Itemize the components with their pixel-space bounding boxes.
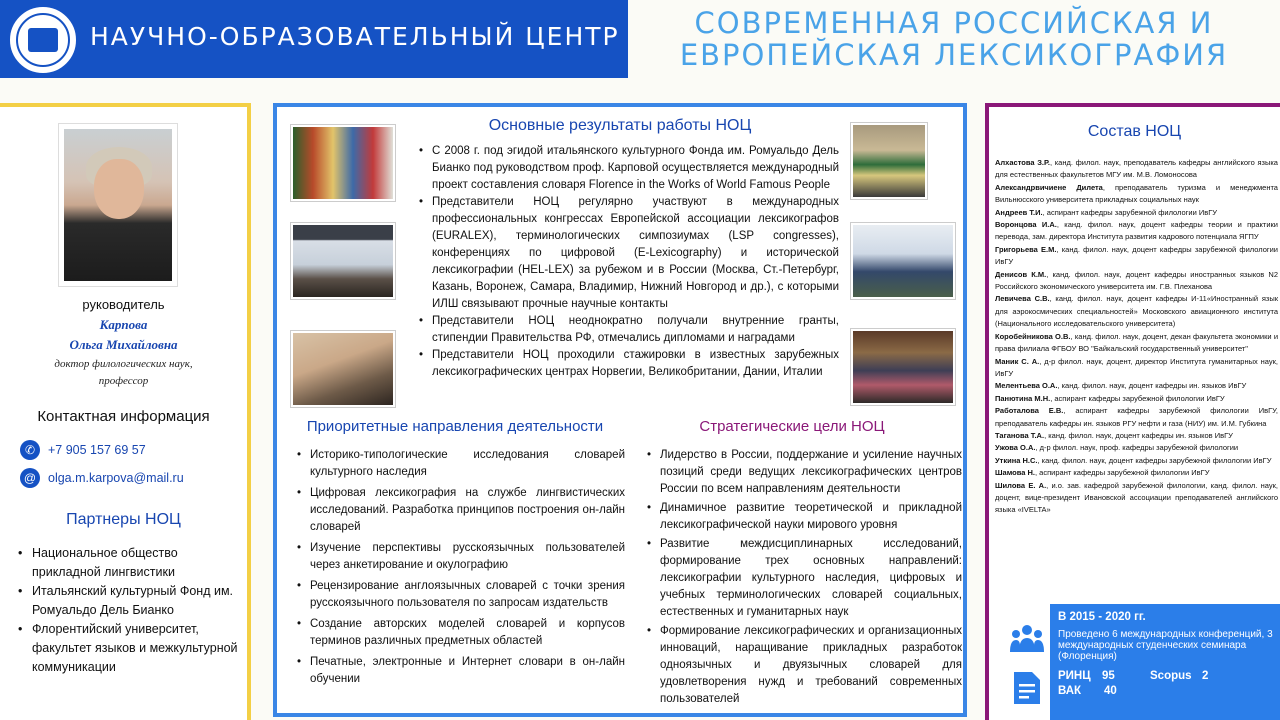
list-item: • Рецензирование англоязычных словарей с точки зрения русскоязычного пользователя по запросам издательств — [297, 578, 625, 612]
team-member: Левичева С.В., канд. филол. наук, доцент кафедры И-11«Иностранный язык для аэрокосмических специальностей» Московского авиационного института (Национального исследовательского университета) — [995, 294, 1278, 329]
leader-given-name: Ольга Михайловна — [69, 337, 178, 352]
team-member: Коробейникова О.В., канд. филол. наук, доцент, декан факультета экономики и права филиала ФГБОУ ВО "Байкальский государственный университет" — [995, 331, 1279, 354]
list-item: • Печатные, электронные и Интернет словари в он-лайн обучении — [297, 654, 625, 688]
at-sign-icon: @ — [20, 468, 40, 488]
list-item: • Лидерство в России, поддержание и усиление научных позиций среди ведущих лексикографических центров России по всем направлениям деятельности — [647, 447, 962, 498]
rinc-value: 95 — [1102, 670, 1115, 682]
phone-number[interactable]: +7 905 157 69 57 — [48, 443, 146, 457]
leader-degree: доктор филологических наук, — [54, 358, 193, 370]
email-row[interactable] — [20, 468, 184, 488]
team-member: Уткина Н.С., канд. филол. наук, доцент кафедры зарубежной филологии ИвГУ — [995, 455, 1272, 465]
vak-label: ВАК — [1058, 685, 1082, 697]
leader-surname: Карпова — [99, 317, 148, 332]
list-item: • Создание авторских моделей словарей и корпусов терминов различных предметных областей — [297, 616, 625, 650]
list-item: • Изучение перспективы русскоязычных пользователей через анкетирование и окулографию — [297, 540, 625, 574]
team-heading: Состав НОЦ — [1087, 123, 1182, 140]
list-item: • Представители НОЦ проходили стажировки в известных зарубежных лексикографических центрах Норвегии, Великобритании, Дании, Италии — [419, 347, 839, 381]
phone-row[interactable] — [20, 440, 146, 460]
list-item: • С 2008 г. под эгидой итальянского культурного Фонда им. Ромуальдо Дель Бианко под руководством проф. Карповой осуществляется международный проект составления словаря Florence in the Works of World Famous People — [419, 143, 839, 194]
team-member: Шамова Н., аспирант кафедры зарубежной филологии ИвГУ — [995, 468, 1210, 478]
goals-list — [647, 447, 962, 710]
subtitle-line-1: СОВРЕМЕННАЯ РОССИЙСКАЯ И — [694, 6, 1214, 40]
main-content-panel — [273, 103, 967, 717]
header-subtitle-area — [628, 0, 1280, 78]
document-icon — [1012, 670, 1042, 706]
team-member: Ужова О.А., д-р филол. наук, проф. кафедры зарубежной филологии — [995, 443, 1239, 453]
team-member: Таганова Т.А., канд. филол. наук, доцент кафедры ин. языков ИвГУ — [995, 430, 1233, 440]
photo-congress-attendees — [851, 223, 955, 299]
results-list — [419, 143, 839, 381]
team-member: Панютина М.Н., аспирант кафедры зарубежной филологии ИвГУ — [995, 393, 1225, 403]
leader-photo — [58, 123, 178, 287]
list-item: • Представители НОЦ регулярно участвуют в международных профессиональных конгрессах Европейской ассоциации лексикографов (EURALEX), терминологических симпозиумах (LSP congresses), конференциях по цифровой (E-Lexicography) и исторической лексикографии (HEL-LEX) за рубежом и в России (Москва, Ст.-Петербург, Казань, Воронеж, Самара, Владимир, Нижний Новгород и др.), с которыми ИЛШ связывают прочные научные контакты — [419, 194, 839, 313]
list-item: • Историко-типологические исследования словарей культурного наследия — [297, 447, 625, 481]
directions-heading: Приоритетные направления деятельности — [306, 418, 604, 435]
team-member: Александрвичиене Дилета, преподаватель туризма и менеджмента Вильнюсского университета прикладных социальных наук — [995, 182, 1278, 205]
photo-exhibition — [291, 125, 395, 201]
leader-title: профессор — [98, 375, 149, 387]
goals-heading: Стратегические цели НОЦ — [699, 418, 885, 435]
stats-text: Проведено 6 международных конференций, 3 международных студенческих семинара (Флоренция) — [1058, 629, 1273, 662]
photo-book-display — [851, 123, 927, 199]
contacts-heading: Контактная информация — [37, 408, 210, 425]
team-member: Маник С. А., д-р филол. наук, доцент, директор Института гуманитарных наук, ИвГУ — [995, 356, 1279, 378]
university-seal-icon — [10, 7, 76, 73]
leader-panel — [0, 103, 251, 720]
partners-heading: Партнеры НОЦ — [66, 511, 181, 528]
email-link[interactable]: olga.m.karpova@mail.ru — [48, 471, 184, 485]
team-member: Григорьева Е.М., канд. филол. наук, доцент кафедры зарубежной филологии ИвГУ — [995, 244, 1278, 267]
team-member: Шилова Е. А., и.о. зав. кафедрой зарубежной филологии, канд. филол. наук, доцент, вице-президент Ивановской ассоциации преподавателей английского языка «IVELTA» — [995, 480, 1278, 515]
vak-value: 40 — [1104, 685, 1117, 697]
directions-list — [297, 447, 625, 692]
list-item: • Цифровая лексикография на службе лингвистических исследований. Разработка принципов построения он-лайн словарей — [297, 485, 625, 536]
team-member: Воронцова И.А., канд. филол. наук, доцент кафедры теории и практики перевода, зам. директора Института развития кадрового потенциала ЯГПУ — [995, 220, 1279, 242]
team-member: Работалова Е.В., аспирант кафедры зарубежной филологии ИвГУ, преподаватель кафедры ин. языков РГУ нефти и газа (НИУ) им. И.М. Губкина — [995, 406, 1278, 428]
leader-role: руководитель — [82, 297, 165, 312]
team-list — [995, 157, 1278, 517]
stats-period: В 2015 - 2020 гг. — [1058, 611, 1146, 623]
phone-icon: ✆ — [20, 440, 40, 460]
team-member: Алхастова З.Р., канд. филол. наук, преподаватель кафедры английского языка для естественных факультетов МГУ им. М.В. Ломоносова — [995, 158, 1278, 180]
scopus-value: 2 — [1202, 670, 1209, 682]
photo-conference-slide — [291, 223, 395, 299]
team-member: Денисов К.М., канд. филол. наук, доцент кафедры иностранных языков N2 Российского экономического университета им. Г.В. Плеханова — [995, 269, 1279, 292]
list-item: • Формирование лексикографических и организационных инноваций, наращивание прикладных разработок одноязычных и двуязычных словарей для удовлетворения нужд и требований современных пользователей — [647, 623, 962, 708]
header-banner — [0, 0, 628, 78]
list-item: • Флорентийский университет, факультет языков и межкультурной коммуникации — [18, 620, 240, 677]
group-people-icon — [1010, 622, 1044, 656]
partners-list — [18, 544, 240, 677]
list-item: • Развитие междисциплинарных исследований, формирование трех основных направлений: лексикографии культурного наследия, цифровых и учебных терминологических словарей социальных, естественных и гуманитарных наук — [647, 536, 962, 621]
subtitle-line-2: ЕВРОПЕЙСКАЯ ЛЕКСИКОГРАФИЯ — [679, 38, 1229, 72]
list-item: • Динамичное развитие теоретической и прикладной лексикографической науки мирового уровня — [647, 500, 962, 534]
team-member: Андреев Т.И., аспирант кафедры зарубежной филологии ИвГУ — [995, 207, 1218, 217]
rinc-label: РИНЦ — [1058, 670, 1091, 682]
stats-box — [1050, 604, 1280, 720]
center-title: НАУЧНО-ОБРАЗОВАТЕЛЬНЫЙ ЦЕНТР — [90, 22, 620, 51]
photo-speaker — [291, 331, 395, 407]
team-member: Мелентьева О.А., канд. филол. наук, доцент кафедры ин. языков ИвГУ — [995, 381, 1247, 391]
photo-group — [851, 329, 955, 405]
list-item: • Итальянский культурный Фонд им. Ромуальдо Дель Бианко — [18, 582, 240, 620]
list-item: • Представители НОЦ неоднократно получали внутренние гранты, стипендии Правительства РФ, отмечались дипломами и наградами — [419, 313, 839, 347]
list-item: • Национальное общество прикладной лингвистики — [18, 544, 240, 582]
scopus-label: Scopus — [1150, 670, 1192, 682]
results-heading: Основные результаты работы НОЦ — [488, 117, 752, 134]
